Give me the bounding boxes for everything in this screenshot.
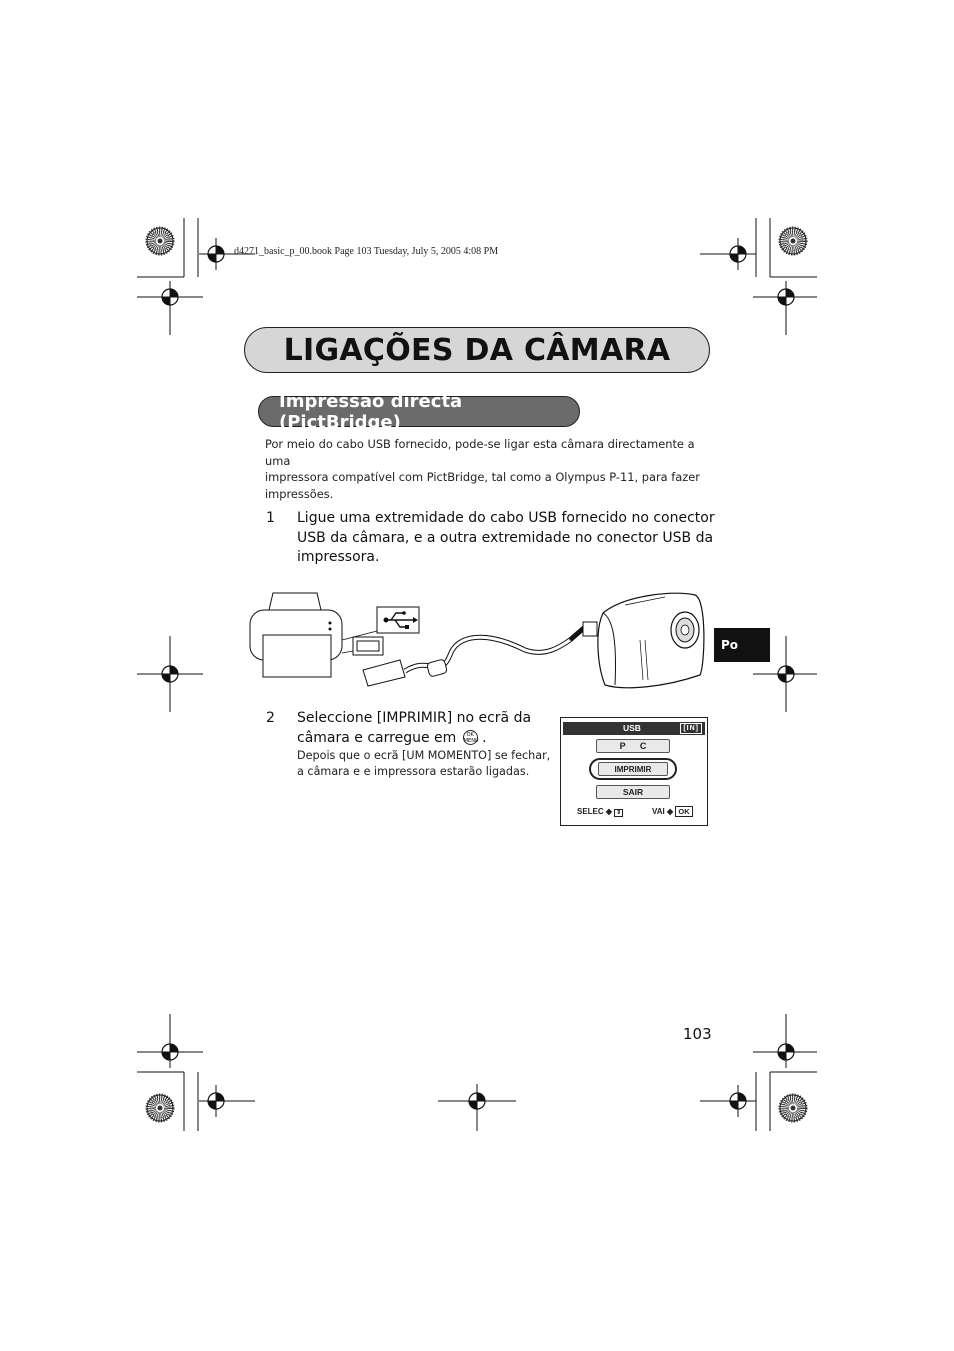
menu-option-sair[interactable]: SAIR <box>596 785 670 799</box>
screen-title-bar <box>563 722 705 735</box>
period: . <box>482 729 487 746</box>
menu-option-imprimir[interactable]: IMPRIMIR <box>598 762 668 776</box>
section-heading: Impressão directa (PictBridge) <box>279 390 463 433</box>
section-heading-box <box>258 390 580 433</box>
camera-icon <box>583 593 704 688</box>
file-info-header: d4271_basic_p_00.book Page 103 Tuesday, July 5, 2005 4:08 PM <box>234 246 499 257</box>
ok-menu-button-icon <box>463 730 478 745</box>
step-line: Seleccione [IMPRIMIR] no ecrã da <box>297 710 532 726</box>
ok-button-label: OK <box>675 806 692 817</box>
footer-go-label: VAI <box>652 807 665 816</box>
footer-select <box>577 807 623 816</box>
step-2-number: 2 <box>266 710 275 726</box>
usb-symbol-icon <box>377 607 419 633</box>
step-1-number: 1 <box>266 510 275 526</box>
intro-line: impressões. <box>265 486 334 501</box>
step-line: impressora. <box>297 549 380 565</box>
step-note: a câmara e e impressora estarão ligadas. <box>297 765 530 778</box>
footer-select-label: SELEC <box>577 807 604 816</box>
memory-indicator: [IN] <box>680 723 702 734</box>
arrow-icon: ◆ <box>605 807 613 816</box>
connection-illustration <box>245 585 715 695</box>
step-line-text: câmara e carregue em <box>297 729 457 746</box>
page-number: 103 <box>683 1025 712 1043</box>
footer-go <box>652 807 693 816</box>
usb-cable-icon <box>363 627 585 686</box>
screen-title: USB <box>623 723 641 733</box>
menu-option-pc[interactable]: P C <box>596 739 670 753</box>
menu-label: MENU <box>463 738 479 744</box>
arrow-icon: ◆ <box>666 807 674 816</box>
step-line: USB da câmara, e a outra extremidade no conector USB da <box>297 529 714 546</box>
printer-icon <box>250 593 342 677</box>
step-note: Depois que o ecrã [UM MOMENTO] se fechar, <box>297 749 551 762</box>
step-1-text <box>297 509 737 568</box>
intro-line: Por meio do cabo USB fornecido, pode-se ligar esta câmara directamente a uma <box>265 437 695 468</box>
intro-line: impressora compatível com PictBridge, tal como a Olympus P-11, para fazer <box>265 470 700 484</box>
language-tab: Po <box>714 628 770 662</box>
step-line <box>297 729 557 749</box>
page-title: LIGAÇÕES DA CÂMARA <box>283 332 671 368</box>
page-title-box <box>244 327 710 373</box>
intro-paragraph <box>265 436 715 502</box>
camera-screen <box>560 717 708 826</box>
updown-icon: ⇕ <box>616 810 622 816</box>
ok-label: OK <box>466 732 474 738</box>
step-2-text <box>297 709 557 780</box>
step-line: Ligue uma extremidade do cabo USB fornecido no conector <box>297 510 715 526</box>
